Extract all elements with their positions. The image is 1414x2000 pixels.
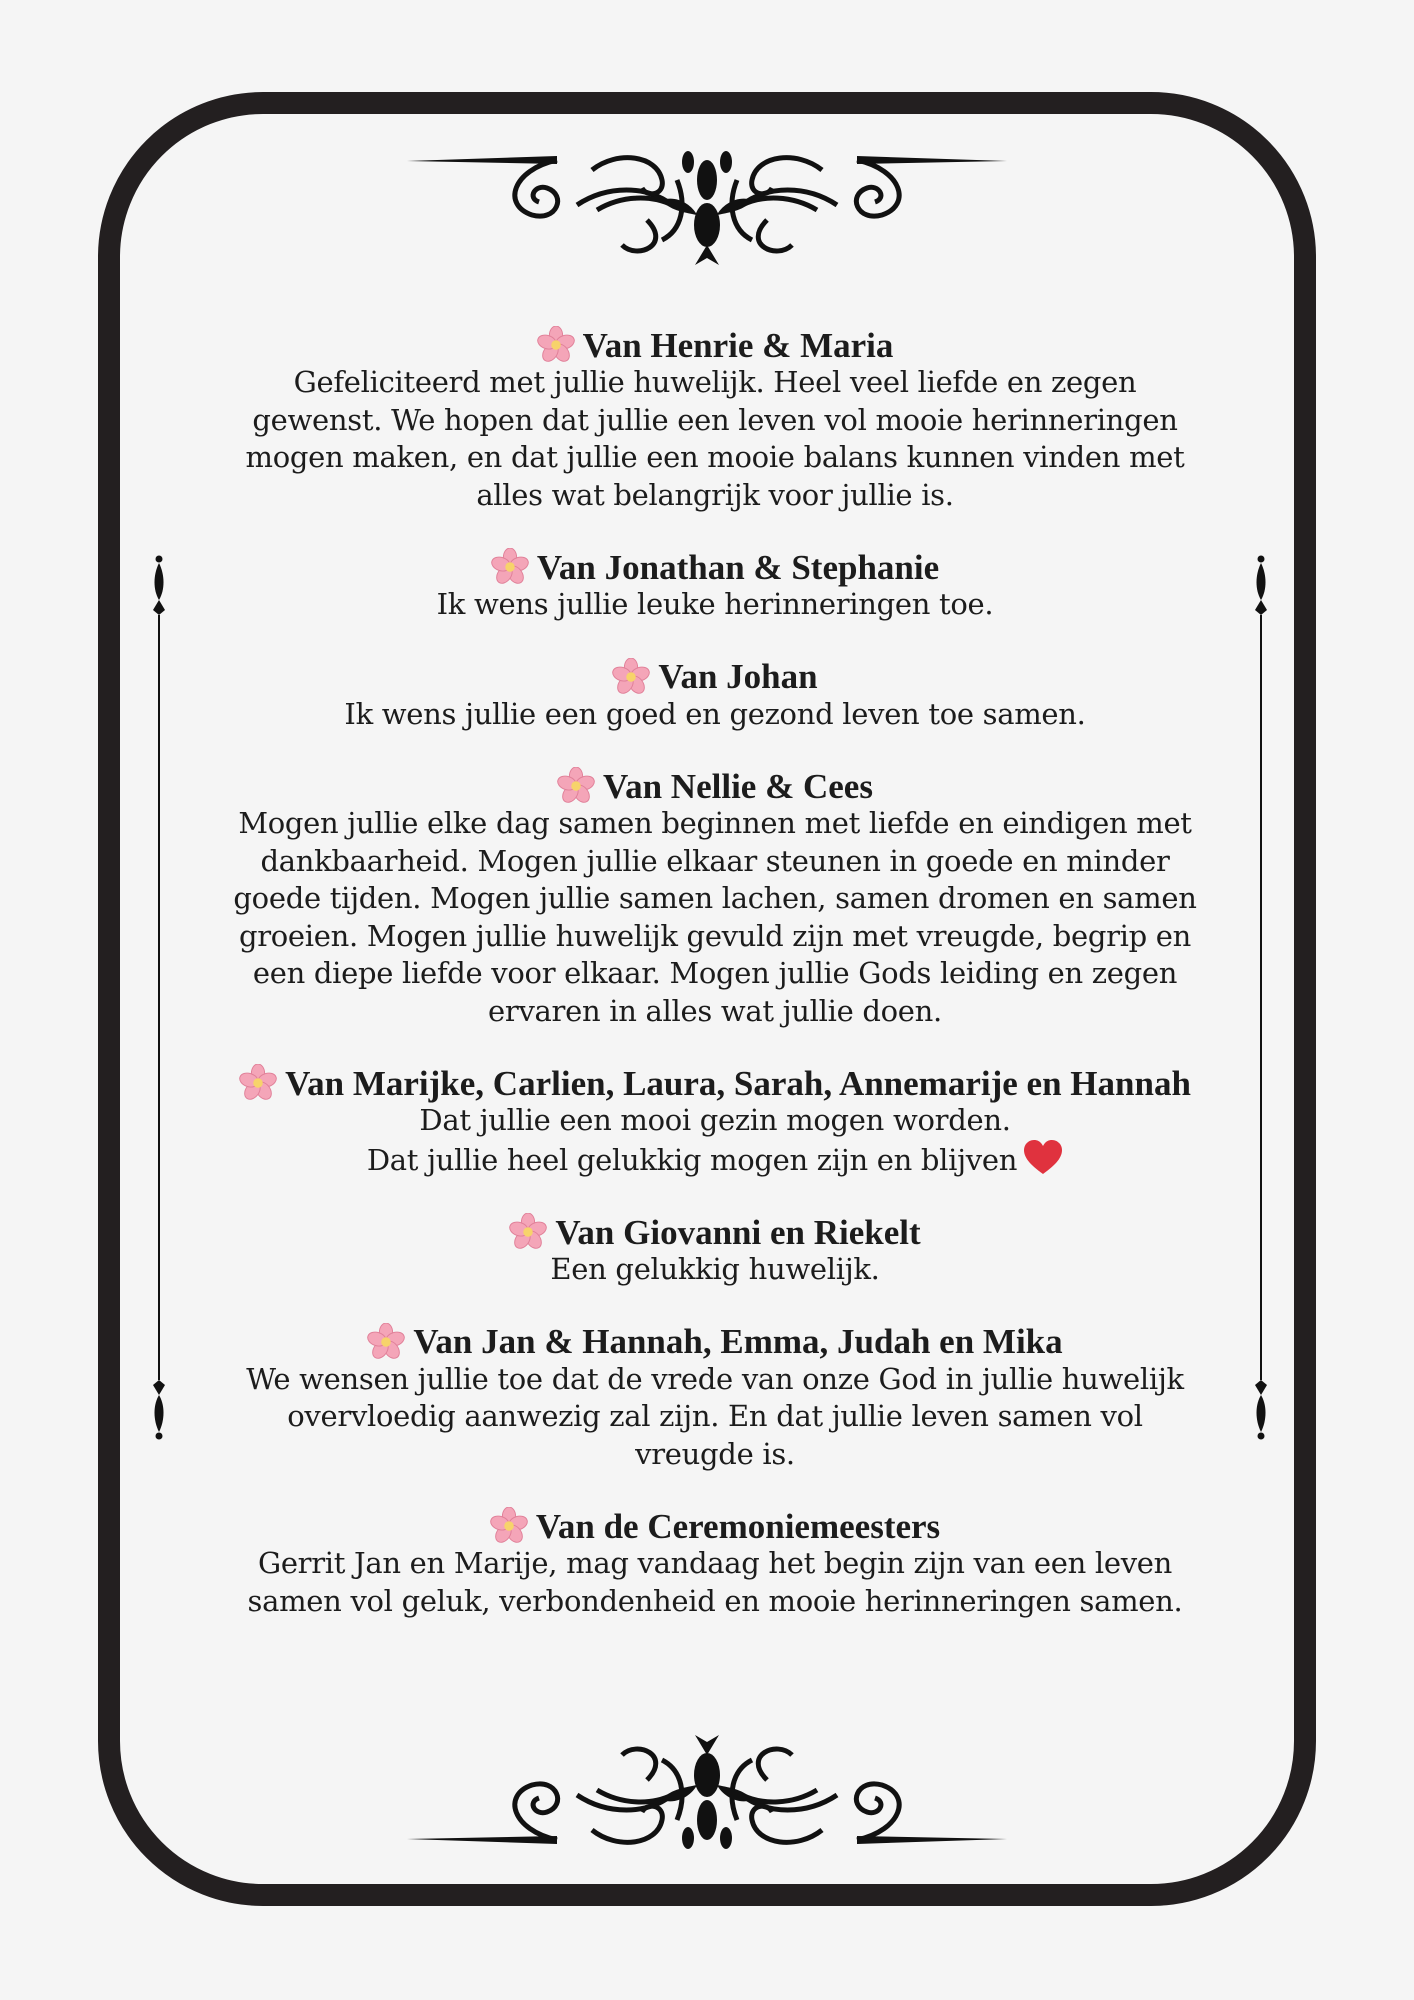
message-text <box>170 1545 1260 1620</box>
message-text-content: We wensen jullie toe dat de vrede van onze God in jullie huwelijk overvloedig aanwezig zal zijn. En dat jullie leven samen vol vreugde is. <box>246 1361 1184 1471</box>
message-text-content: Ik wens jullie leuke herinneringen toe. <box>436 587 994 621</box>
message-entry <box>170 548 1260 624</box>
message-text <box>170 1102 1260 1179</box>
message-text <box>170 586 1260 624</box>
message-text-content: Ik wens jullie een goed en gezond leven toe samen. <box>344 696 1086 731</box>
message-sender <box>170 1064 1260 1102</box>
message-text <box>170 805 1260 1030</box>
message-entry <box>170 1213 1260 1289</box>
message-sender-text: Van Giovanni en Riekelt <box>555 1212 921 1252</box>
message-sender-text: Van Henrie & Maria <box>582 325 894 365</box>
cherry-blossom-icon <box>557 767 595 805</box>
message-entry <box>170 767 1260 1030</box>
message-sender <box>170 326 1260 364</box>
message-sender <box>170 548 1260 586</box>
message-sender-text: Van Nellie & Cees <box>603 766 873 806</box>
cherry-blossom-icon <box>490 1507 528 1545</box>
message-entry <box>170 1323 1260 1474</box>
message-sender <box>170 1213 1260 1251</box>
cherry-blossom-icon <box>509 1213 547 1251</box>
message-sender <box>170 1507 1260 1545</box>
cherry-blossom-icon <box>537 326 575 364</box>
message-sender <box>170 658 1260 696</box>
message-entry <box>170 1064 1260 1179</box>
message-sender <box>170 767 1260 805</box>
cherry-blossom-icon <box>491 548 529 586</box>
message-entry <box>170 1507 1260 1620</box>
message-sender-text: Van Jonathan & Stephanie <box>536 547 940 587</box>
message-entry <box>170 658 1260 734</box>
message-text <box>170 364 1260 514</box>
message-sender-text: Van Johan <box>658 657 818 696</box>
ornament-flourish-top <box>407 150 1007 270</box>
cherry-blossom-icon <box>367 1323 405 1361</box>
message-text-content: Dat jullie een mooi gezin mogen worden. Dat jullie heel gelukkig mogen zijn en blijven <box>366 1103 1018 1177</box>
ornament-flourish-bottom <box>407 1730 1007 1850</box>
message-text-content: Gerrit Jan en Marije, mag vandaag het begin zijn van een leven samen vol geluk, verbondenheid en mooie herinneringen samen. <box>247 1546 1183 1618</box>
red-heart-icon <box>1023 1140 1063 1176</box>
message-text <box>170 1361 1260 1474</box>
message-sender-text: Van Jan & Hannah, Emma, Judah en Mika <box>413 1322 1063 1361</box>
message-entry <box>170 326 1260 514</box>
message-sender <box>170 1323 1260 1361</box>
message-text <box>170 696 1260 734</box>
message-sender-text: Van de Ceremoniemeesters <box>535 1506 941 1546</box>
cherry-blossom-icon <box>612 658 650 696</box>
side-rule-left <box>150 555 168 1440</box>
message-text-content: Gefeliciteerd met jullie huwelijk. Heel veel liefde en zegen gewenst. We hopen dat jullie een leven vol mooie herinneringen mogen maken, en dat jullie een mooie balans kunnen vinden met alles wat belangrijk voor jullie is. <box>245 365 1185 512</box>
messages-list <box>170 326 1260 1654</box>
cherry-blossom-icon <box>239 1064 277 1102</box>
message-sender-text: Van Marijke, Carlien, Laura, Sarah, Annemarije en Hannah <box>285 1063 1191 1103</box>
message-text <box>170 1251 1260 1289</box>
message-text-content: Een gelukkig huwelijk. <box>550 1252 880 1286</box>
message-text-content: Mogen jullie elke dag samen beginnen met liefde en eindigen met dankbaarheid. Mogen jullie elkaar steunen in goede en minder goede tijden. Mogen jullie samen lachen, samen dromen en samen groeien. Mogen jullie huwelijk gevuld zijn met vreugde, begrip en een diepe liefde voor elkaar. Mogen jullie Gods leiding en zegen ervaren in alles wat jullie doen. <box>233 806 1197 1028</box>
